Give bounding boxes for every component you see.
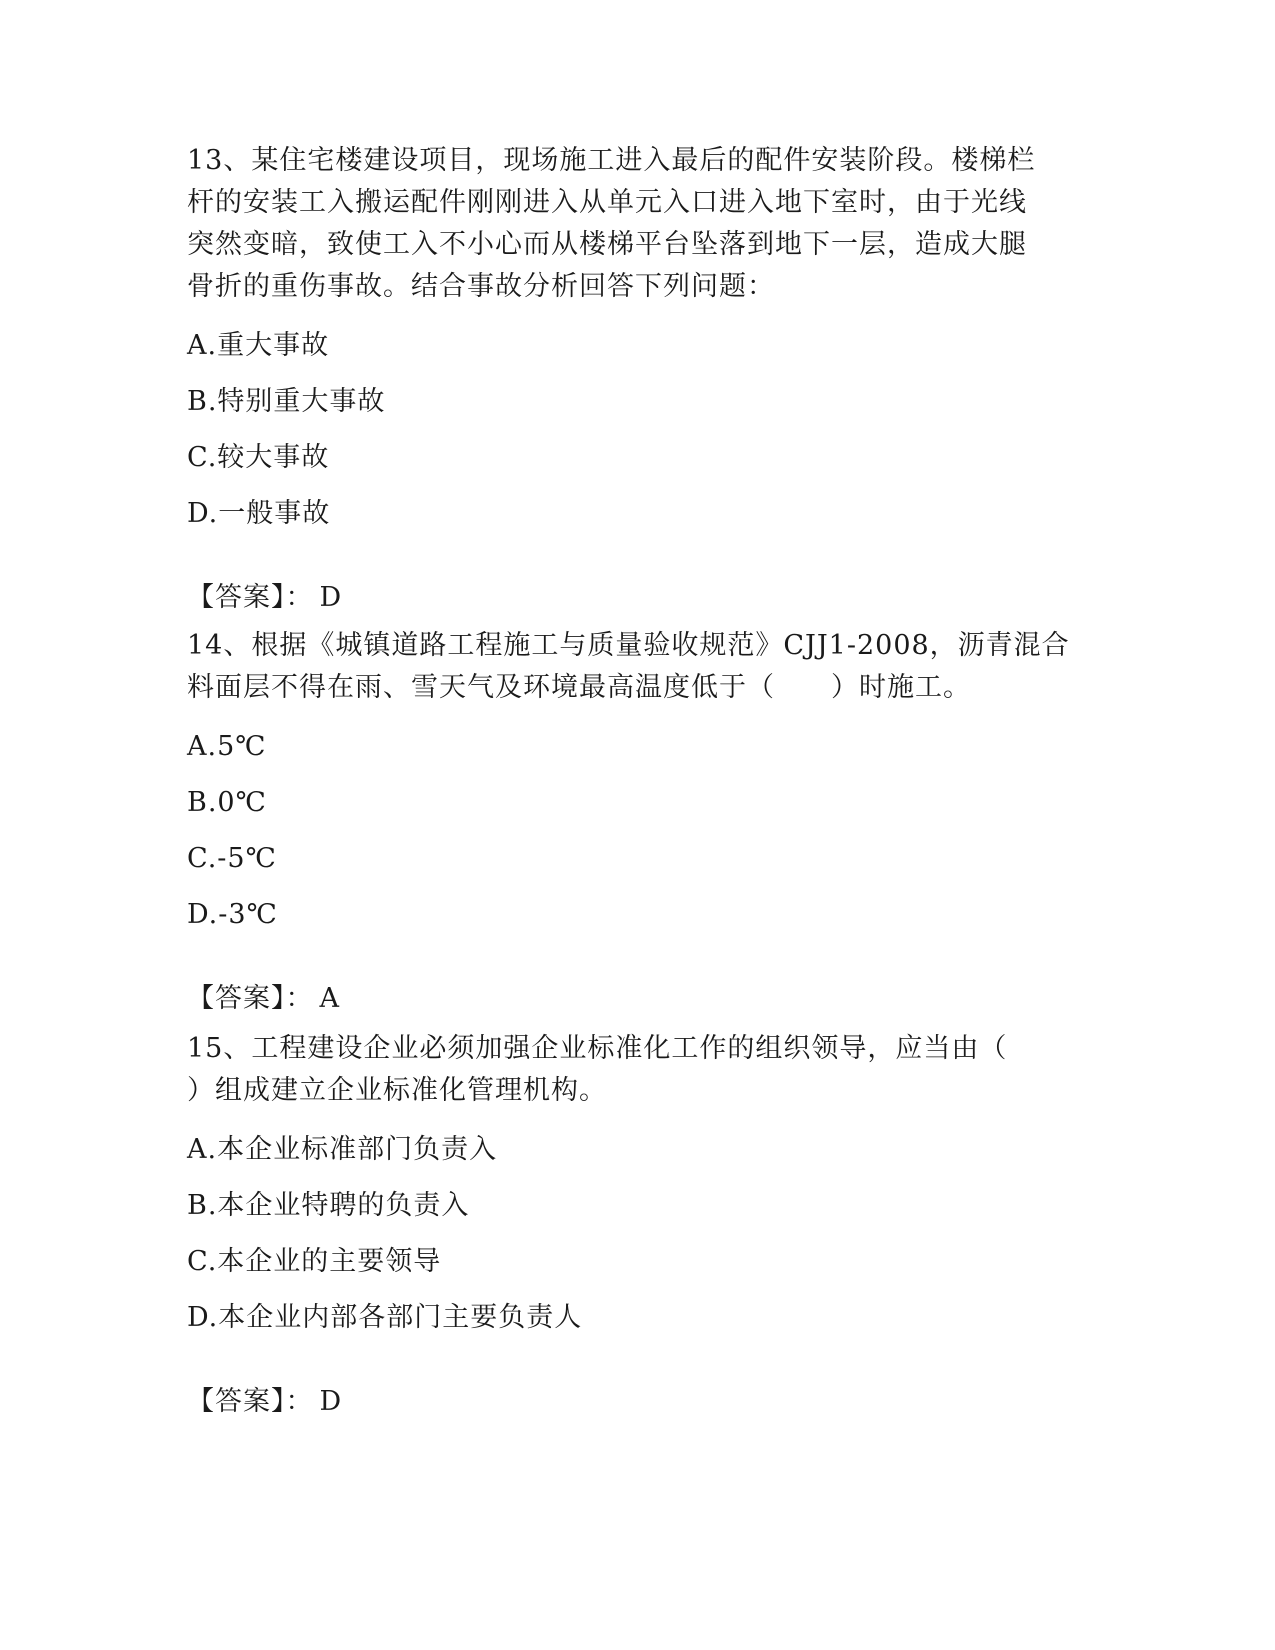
answer-value: D: [319, 1386, 343, 1417]
question-stem: 14、根据《城镇道路工程施工与质量验收规范》CJJ1-2008，沥青混合 料面层不得在雨、雪天气及环境最高温度低于（ ）时施工。: [187, 630, 1070, 703]
answer-value: A: [319, 983, 340, 1014]
option-d: D.-3℃: [187, 899, 278, 930]
question-stem: 13、某住宅楼建设项目，现场施工进入最后的配件安装阶段。楼梯栏 杆的安装工入搬运配件刚刚进入从单元入口进入地下室时，由于光线 突然变暗，致使工入不小心而从楼梯平台坠落到地下一层，造成大腿 骨折的重伤事故。结合事故分析回答下列问题：: [187, 145, 1036, 302]
answer-label: 【答案】：: [187, 582, 314, 613]
option-d: D.一般事故: [187, 498, 331, 529]
option-b: B.本企业特聘的负责入: [187, 1190, 470, 1221]
option-c: C.-5℃: [187, 843, 277, 874]
option-b: B.0℃: [187, 787, 267, 818]
answer-label: 【答案】：: [187, 983, 314, 1014]
question-14: [187, 625, 1087, 1017]
option-a: A.5℃: [187, 731, 267, 762]
answer-line: [187, 580, 1087, 616]
question-13: [187, 140, 1087, 616]
option-b: B.特别重大事故: [187, 386, 386, 417]
answer-value: D: [319, 582, 343, 613]
option-a: A.重大事故: [187, 330, 330, 361]
answer-line: [187, 981, 1087, 1017]
question-stem: 15、工程建设企业必须加强企业标准化工作的组织领导，应当由（ ）组成建立企业标准化管理机构。: [187, 1033, 1008, 1106]
answer-line: [187, 1384, 1087, 1420]
option-a: A.本企业标准部门负责入: [187, 1134, 498, 1165]
option-c: C.较大事故: [187, 442, 330, 473]
option-c: C.本企业的主要领导: [187, 1246, 442, 1277]
option-d: D.本企业内部各部门主要负责人: [187, 1302, 583, 1333]
question-15: [187, 1028, 1087, 1420]
answer-label: 【答案】：: [187, 1386, 314, 1417]
